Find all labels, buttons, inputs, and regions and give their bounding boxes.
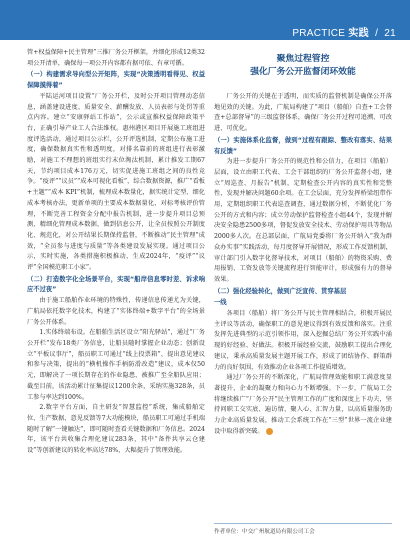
article-title-line-2: 强化厂务公开监督闭环效能 bbox=[250, 67, 356, 77]
subheading-continued: 一线 bbox=[214, 299, 227, 307]
paragraph: 2.数字平台方面，自主研发“智慧监控”系统，集成船舶定位、生产数据、意见反馈等7大功能模块，船员职工可通过手机端随时了解“一键触达”，即可随时查看关键数据和厂务信息。2024年，该平台共收集合理化建议283条，其中“备件共享云仓建设”等创新建议的转化率高达78%，大幅提升了管理效能。 bbox=[27, 404, 205, 455]
paragraph: 平陆运河项目设置“厂务公开栏，及时公开项目管理动态信息，涵盖建设进度、质量安全、薪酬发放、人员表彰与处罚等重点内容。建立“安康驿站工作站”，公示或宣推权益保障政策平台，正确引导产业工人合法维权。惠州港区项目开展施工班组进度评选活动，通过项目公示栏，公开评选机制，定期公布施工进度，确保数据真实性和透明度，对排名靠前的班组进行表彰激励，对施工不理想的班组实行末位淘汰机制，累计推发工期67天，节约项目成本176万元，切实促进施工班组之间的良性竞争。“疫评”“议员”“成本可视化看板”，综合数据资源，推广“看板+主题”“成本 KPI”机制，梳理成本数量化，据实统计定型、细化成本考核办法，更新单项的主要成本数据量化，对标考核评价管理，不断完善工程资金分配中报告机制，进一步提升项目总预测、精细化管理成本数据，做到信息公开，让全员按照公开制度化、规范化，对公开结果长期保持监督，不断推动“民主管理”成效，“全员参与进度与质量”等各类建设发展实现。通过项目公示，实时实施，各类措施积极推动，生成2024年，“疫评”“议评”全国模范职工小家”。 bbox=[27, 92, 205, 272]
paragraph-text: 通过厂务公开的不断深化，广航局管理效能和职工满意度显著提升，企业的凝聚力和向心力不断增强。下一步，广航局工会将继续推广“厂务公开”民主管理工作的广度和深度上下功夫，坚持问职工交实底、遍访情、聚人心、汇智力量，以高质量服务助力企业高质量发展，推动工会系统工作在“三型”世界一流企业建设中取得新突破。 bbox=[214, 374, 392, 435]
page-number: 21 bbox=[384, 28, 396, 39]
paragraph: 厂务公开的关键在于透明，而实质的监督机制是确保公开落地见效的关键。为此，广航局构建了“项目（船舶）自查+工会督查+总部督导”的三级监督体系，确保厂务公开过程可追溯、可改进、可优化。 bbox=[214, 93, 392, 133]
article-title bbox=[214, 53, 392, 79]
paragraph: 为进一步提升厂务公开的规范性和公信力，在项目（船舶）层面，设立由职工代表、工会干部组织的厂务公开监督小组，建立“周巡查、月报告”机制，定期检查公开内容的真实性和完整性，发现并解决问题60余项。在工会层面，充分发挥桥梁纽带作用，定期组织职工代表巡查调查，通过数据分析，不断优化厂务公开的方式和内容；成立劳动保护监督检查小组44个，发现并解决安全隐患2500多项，督促发放安全技术、劳动保护用具等物品2000多人次。在总部层面，广航局党委将厂务公开纳入“我为群众办实事”实践活动，每月度督导开展情况，形成工作反馈机制，审计部门引入数字化督导技术，对项目（船舶）的物资采购、费用报销、工资发放等关键流程进行智能审计，形成强有力的督导效果。 bbox=[214, 158, 392, 283]
subheading: （一）构建需求导向型公开矩阵，实现“决策透明看得见、权益保障摸得着” bbox=[27, 71, 205, 90]
author-divider bbox=[214, 523, 392, 524]
subheading: （二）强化经验转化，做到广泛宣传、贯穿基层 bbox=[214, 287, 347, 295]
end-mark-icon bbox=[266, 428, 273, 435]
section-label-cn: 实践 bbox=[348, 28, 369, 39]
left-column bbox=[27, 48, 205, 457]
page-header bbox=[0, 0, 410, 40]
header-running-title bbox=[292, 24, 396, 39]
paragraph: 各项目（船舶）将厂务公开与民主管理相结合，积极开展民主评议等活动，确保职工的意见建议得到有效反馈和落实。注重发挥先进典型的示范引领作用，深入挖掘总结厂务公开实践中涌现的好经验、好做法。积极开展经验交流，鼓励职工提出合理化建议，秉承高质量发展主题开展工作，形成了团结协作、群策群力的良好氛围，有效推动企业各项工作提质增效。 bbox=[214, 310, 392, 371]
right-column bbox=[214, 92, 392, 438]
subheading: （一）实施体系化监督，做到“过程有跟踪、整改有落实、结果有反馈” bbox=[214, 136, 392, 155]
paragraph: 由于施工船舶作业环境的特殊性，传递信息传递尤为关键，广航局依托数字化技术，构建了“实体终端+数字平台”的全场景厂务公开体系。 bbox=[27, 297, 205, 326]
section-label-en: PRACTICE bbox=[292, 28, 346, 39]
paragraph: 1.实体终端布设。在船舶生活区设立“阳光驿站”，通过“厂务公开栏”发布18类厂务信息，让船员随时掌握企业动态；创新设立“平板议事厅”，船员职工可通过“线上投票箱”、提出意见建议和参与决策，提出的“横机操作手柄防滑改造”建议，成本仅50元，即解决了一项长期存在的作业隐患，被推广至全船队应用；截至目前，该活动累计征集提议1200余条，采纳实施328条，员工参与率达到100%。 bbox=[27, 329, 205, 401]
header-separator: / bbox=[375, 28, 379, 39]
article-title-line-1: 聚焦过程管控 bbox=[276, 54, 330, 64]
subheading: （二）打造数字化全场景平台，实现“船岸信息零时差、诉求响应不过夜” bbox=[27, 275, 205, 294]
paragraph: 管+权益保障+民主管理”三推厂务公开框架，并细化形成12类32项公开清单，确保每一项公开内容都有据可依、有章可循。 bbox=[27, 49, 205, 67]
author-affiliation: 作者单位：中交广州航道局有限公司工会 bbox=[214, 529, 315, 535]
closing-paragraph bbox=[214, 373, 392, 437]
